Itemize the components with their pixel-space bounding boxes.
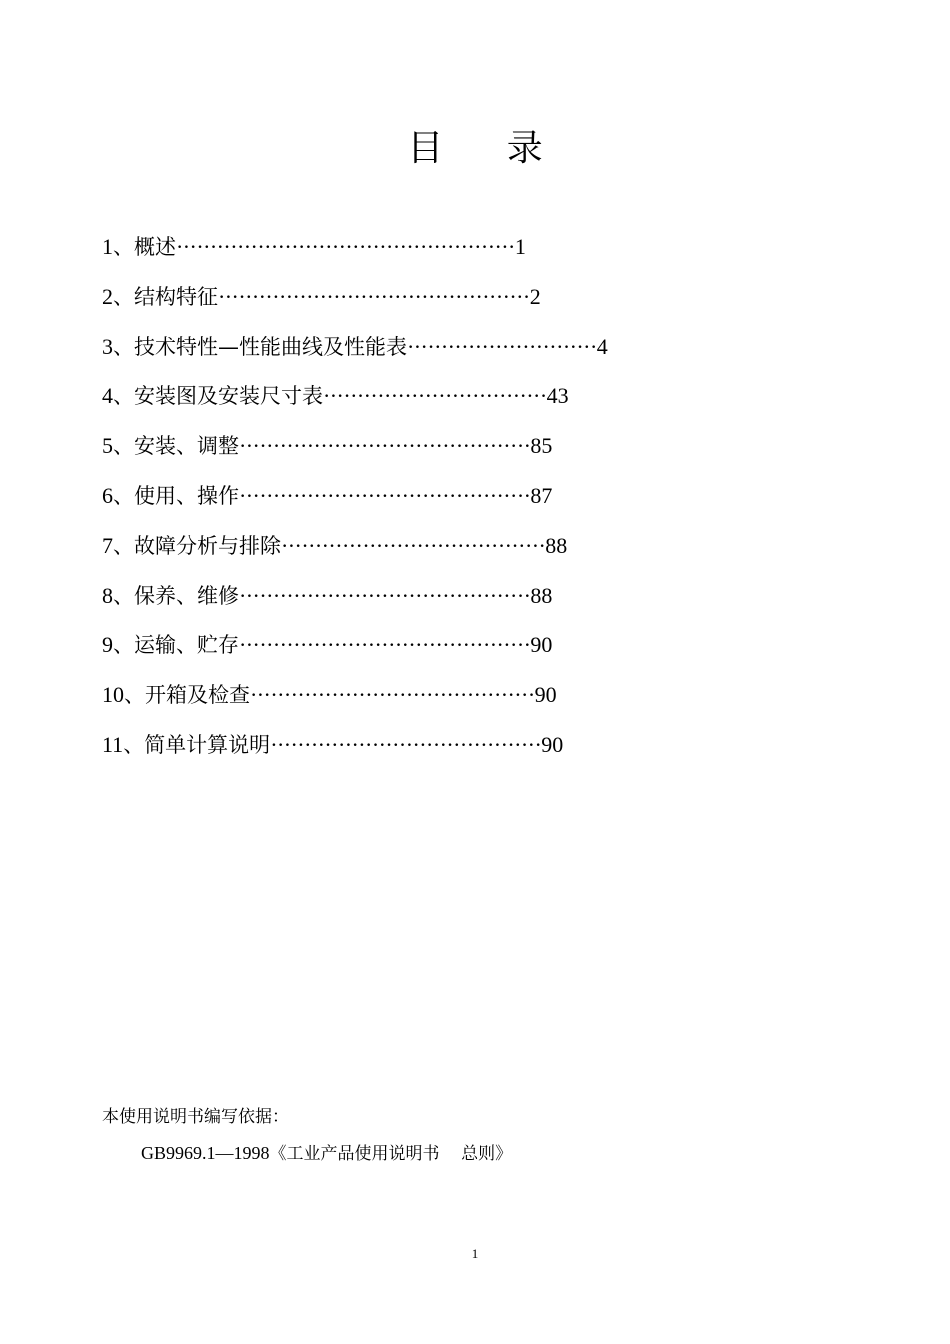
toc-entry: [102, 377, 608, 427]
toc-entry-separator: 、: [113, 533, 134, 558]
page-number: 1: [471, 1246, 479, 1261]
toc-entry-separator: 、: [113, 434, 134, 459]
toc-entry-separator: 、: [113, 334, 134, 359]
toc-entry-page: 43: [546, 383, 569, 409]
toc-entry-label: 安装图及安装尺寸表: [134, 384, 323, 409]
toc-entry-page: 90: [534, 682, 557, 708]
toc-entry-separator: 、: [123, 732, 145, 757]
toc-entry-number: 6: [102, 482, 113, 508]
toc-entry-page: 88: [545, 532, 568, 558]
toc-entry-leader: ···········································: [239, 582, 531, 608]
toc-entry-number: 7: [102, 532, 113, 558]
writing-basis-label: 本使用说明书编写依据：: [102, 1107, 289, 1127]
standard-code: GB9969.1—1998: [141, 1143, 270, 1163]
toc-entry: [102, 676, 608, 726]
toc-entry-leader: ··················································: [176, 234, 515, 259]
toc-entry-page: 87: [530, 482, 553, 508]
toc-entry-leader: ···········································: [239, 632, 531, 658]
toc-entry-page: 1: [514, 234, 526, 259]
toc-entry-label: 概述: [134, 235, 176, 259]
toc-entry-label: 技术特性—性能曲线及性能表: [134, 334, 407, 359]
toc-entry-label: 安装、调整: [134, 434, 239, 459]
toc-entry-leader: ····························: [407, 333, 597, 359]
toc-entry-label: 开箱及检查: [145, 683, 250, 708]
toc-entry-page: 90: [541, 731, 564, 757]
toc-entry-page: 90: [530, 632, 553, 658]
toc-entry-number: 2: [102, 283, 113, 309]
toc-entry-separator: 、: [113, 235, 134, 259]
page-title: 目 录: [407, 128, 569, 169]
toc-entry-leader: ···········································: [239, 482, 531, 508]
standard-name: 《工业产品使用说明书 总则》: [269, 1144, 513, 1164]
toc-entry-leader: ··········································: [250, 682, 535, 708]
toc-entry-number: 9: [102, 632, 113, 658]
toc-entry-separator: 、: [113, 483, 134, 508]
toc-entry: [102, 577, 608, 627]
toc-entry-label: 简单计算说明: [144, 732, 271, 757]
toc-entry-label: 结构特征: [134, 284, 218, 309]
toc-entry: [102, 328, 608, 378]
toc-entry: [102, 527, 608, 577]
toc-entry: [102, 228, 608, 278]
toc-entry: [102, 278, 608, 328]
toc-entry-number: 4: [102, 383, 113, 409]
toc-entry-number: 1: [102, 234, 113, 259]
toc-entry-label: 故障分析与排除: [134, 533, 281, 558]
toc-entry-label: 使用、操作: [134, 483, 239, 508]
toc-entry-leader: ·································: [323, 383, 547, 409]
toc-entry-page: 85: [530, 433, 553, 459]
toc-entry-number: 10: [102, 682, 124, 708]
toc-entry-separator: 、: [113, 633, 134, 658]
toc-entry-page: 4: [596, 333, 608, 359]
toc-entry-separator: 、: [113, 284, 134, 309]
toc-entry-label: 运输、贮存: [134, 633, 239, 658]
toc-entry-page: 2: [529, 283, 541, 309]
toc-entry-separator: 、: [124, 683, 145, 708]
toc-entry-leader: ···········································: [239, 433, 531, 459]
toc-entry-leader: ········································: [270, 731, 542, 757]
toc-entry-number: 8: [102, 582, 113, 608]
toc-entry: [102, 477, 608, 527]
toc-entry: [102, 726, 608, 776]
toc-entry-label: 保养、维修: [134, 583, 239, 608]
toc-entry: [102, 626, 608, 676]
toc-entry-page: 88: [530, 582, 553, 608]
toc-entry-leader: ··············································: [218, 283, 530, 309]
toc-entry-separator: 、: [113, 583, 134, 608]
toc-entry-leader: ·······································: [281, 532, 546, 558]
toc-entry: [102, 427, 608, 477]
standard-reference: [141, 1138, 512, 1169]
toc-entry-number: 3: [102, 333, 113, 359]
toc-entry-separator: 、: [113, 384, 134, 409]
toc-entry-number: 11: [102, 731, 124, 757]
toc-entry-number: 5: [102, 433, 113, 459]
table-of-contents: [102, 228, 608, 776]
